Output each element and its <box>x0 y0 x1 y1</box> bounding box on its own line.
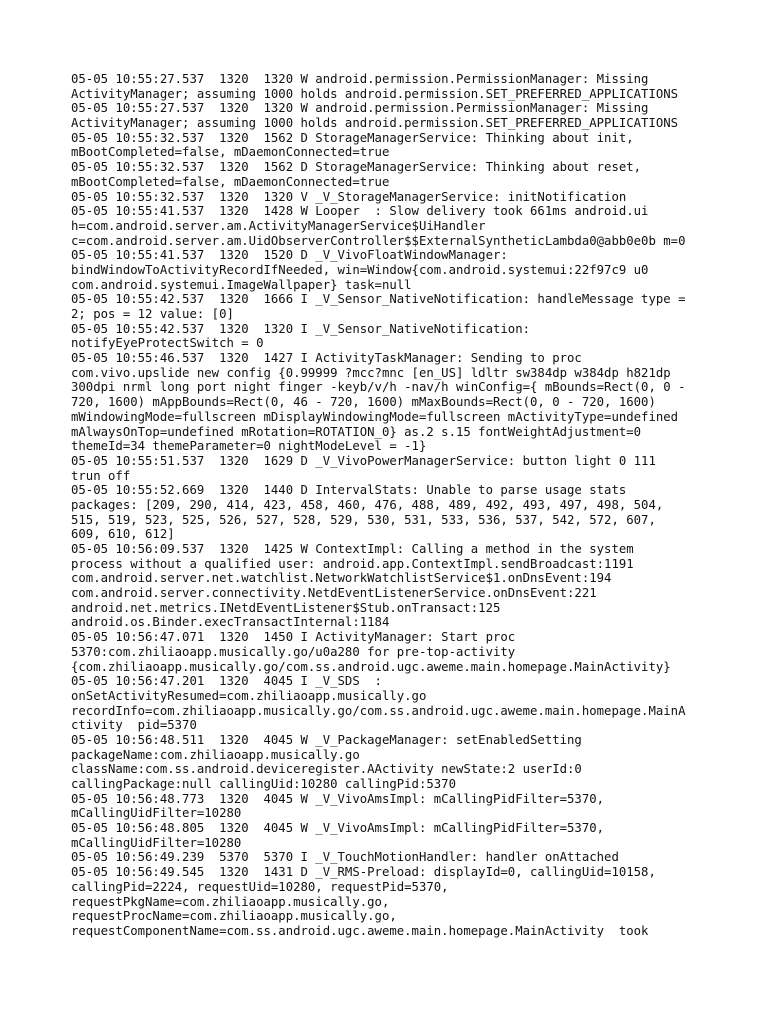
log-line: 05-05 10:56:47.071 1320 1450 I ActivityManager: Start proc <box>71 630 516 645</box>
log-line: 05-05 10:55:42.537 1320 1666 I _V_Sensor_NativeNotification: handleMessage type = <box>71 292 686 307</box>
log-line: 05-05 10:55:32.537 1320 1320 V _V_StorageManagerService: initNotification <box>71 189 627 204</box>
log-line: 05-05 10:55:51.537 1320 1629 D _V_VivoPowerManagerService: button light 0 111 <box>71 453 656 468</box>
log-line: 05-05 10:56:49.545 1320 1431 D _V_RMS-Preload: displayId=0, callingUid=10158, <box>71 865 656 880</box>
log-line: recordInfo=com.zhiliaoapp.musically.go/com.ss.android.ugc.aweme.main.homepage.MainA <box>71 703 686 718</box>
log-line: 5370:com.zhiliaoapp.musically.go/u0a280 for pre-top-activity <box>71 644 516 659</box>
log-line: 05-05 10:55:42.537 1320 1320 I _V_Sensor_NativeNotification: <box>71 321 531 336</box>
log-line: mBootCompleted=false, mDaemonConnected=true <box>71 174 390 189</box>
log-line: mWindowingMode=fullscreen mDisplayWindowingMode=fullscreen mActivityType=undefined <box>71 409 679 424</box>
log-line: 609, 610, 612] <box>71 527 175 542</box>
log-line: themeId=34 themeParameter=0 nightModeLevel = -1} <box>71 439 427 454</box>
log-line: mCallingUidFilter=10280 <box>71 835 242 850</box>
log-line: 515, 519, 523, 525, 526, 527, 528, 529, 530, 531, 533, 536, 537, 542, 572, 607, <box>71 512 656 527</box>
log-line: ctivity pid=5370 <box>71 718 197 733</box>
log-line: 05-05 10:55:27.537 1320 1320 W android.permission.PermissionManager: Missing <box>71 72 649 86</box>
log-line: packages: [209, 290, 414, 423, 458, 460, 476, 488, 489, 492, 493, 497, 498, 504, <box>71 497 664 512</box>
log-line: mBootCompleted=false, mDaemonConnected=true <box>71 145 390 160</box>
log-line: com.vivo.upslide new config {0.99999 ?mcc?mnc [en_US] ldltr sw384dp w384dp h821dp <box>71 365 671 380</box>
log-line: 720, 1600) mAppBounds=Rect(0, 46 - 720, 1600) mMaxBounds=Rect(0, 0 - 720, 1600) <box>71 395 656 410</box>
log-line: onSetActivityResumed=com.zhiliaoapp.musically.go <box>71 688 427 703</box>
log-line: 05-05 10:55:46.537 1320 1427 I ActivityTaskManager: Sending to proc <box>71 351 582 366</box>
log-line: notifyEyeProtectSwitch = 0 <box>71 336 264 351</box>
log-line: 05-05 10:56:47.201 1320 4045 I _V_SDS : <box>71 674 382 689</box>
log-line: requestProcName=com.zhiliaoapp.musically.go, <box>71 909 397 924</box>
log-line: packageName:com.zhiliaoapp.musically.go <box>71 747 360 762</box>
log-line: ActivityManager; assuming 1000 holds android.permission.SET_PREFERRED_APPLICATIONS <box>71 86 679 101</box>
log-line: com.android.systemui.ImageWallpaper} task=null <box>71 277 412 292</box>
log-line: bindWindowToActivityRecordIfNeeded, win=Window{com.android.systemui:22f97c9 u0 <box>71 262 649 277</box>
log-line: 05-05 10:56:48.805 1320 4045 W _V_VivoAmsImpl: mCallingPidFilter=5370, <box>71 821 605 836</box>
log-line: ActivityManager; assuming 1000 holds android.permission.SET_PREFERRED_APPLICATIONS <box>71 116 679 131</box>
log-line: 05-05 10:56:48.773 1320 4045 W _V_VivoAmsImpl: mCallingPidFilter=5370, <box>71 791 605 806</box>
log-line: className:com.ss.android.deviceregister.AActivity newState:2 userId:0 <box>71 762 582 777</box>
log-line: 05-05 10:55:41.537 1320 1520 D _V_VivoFloatWindowManager: <box>71 248 508 263</box>
log-line: trun off <box>71 468 131 483</box>
log-line: process without a qualified user: android.app.ContextImpl.sendBroadcast:1191 <box>71 556 634 571</box>
log-line: mAlwaysOnTop=undefined mRotation=ROTATION_0} as.2 s.15 fontWeightAdjustment=0 <box>71 424 642 439</box>
log-line: 05-05 10:55:32.537 1320 1562 D StorageManagerService: Thinking about init, <box>71 130 634 145</box>
log-line: 05-05 10:55:52.669 1320 1440 D IntervalStats: Unable to parse usage stats <box>71 483 627 498</box>
log-line: callingPackage:null callingUid:10280 callingPid:5370 <box>71 777 456 791</box>
log-text-block <box>71 72 711 939</box>
log-line: 05-05 10:55:32.537 1320 1562 D StorageManagerService: Thinking about reset, <box>71 160 642 175</box>
log-line: 05-05 10:56:09.537 1320 1425 W ContextImpl: Calling a method in the system <box>71 542 634 556</box>
log-line: requestComponentName=com.ss.android.ugc.aweme.main.homepage.MainActivity took <box>71 923 649 938</box>
log-line: 05-05 10:55:41.537 1320 1428 W Looper : Slow delivery took 661ms android.ui <box>71 204 649 219</box>
log-line: requestPkgName=com.zhiliaoapp.musically.go, <box>71 894 390 909</box>
log-line: 2; pos = 12 value: [0] <box>71 307 234 321</box>
log-line: 05-05 10:55:27.537 1320 1320 W android.permission.PermissionManager: Missing <box>71 101 649 116</box>
log-line: h=com.android.server.am.ActivityManagerService$UiHandler <box>71 218 486 233</box>
log-line: 300dpi nrml long port night finger -keyb/v/h -nav/h winConfig={ mBounds=Rect(0, 0 - <box>71 380 686 395</box>
log-line: android.os.Binder.execTransactInternal:1184 <box>71 615 390 630</box>
log-line: com.android.server.net.watchlist.NetworkWatchlistService$1.onDnsEvent:194 <box>71 571 612 586</box>
log-line: callingPid=2224, requestUid=10280, requestPid=5370, <box>71 879 449 894</box>
log-line: c=com.android.server.am.UidObserverController$$ExternalSyntheticLambda0@abb0e0b m=0 <box>71 233 686 248</box>
log-line: mCallingUidFilter=10280 <box>71 806 242 821</box>
log-line: 05-05 10:56:49.239 5370 5370 I _V_TouchMotionHandler: handler onAttached <box>71 850 619 865</box>
log-line: android.net.metrics.INetdEventListener$Stub.onTransact:125 <box>71 600 501 615</box>
log-line: 05-05 10:56:48.511 1320 4045 W _V_PackageManager: setEnabledSetting <box>71 732 582 747</box>
log-line: com.android.server.connectivity.NetdEventListenerService.onDnsEvent:221 <box>71 586 597 601</box>
log-line: {com.zhiliaoapp.musically.go/com.ss.android.ugc.aweme.main.homepage.MainActivity} <box>71 659 671 674</box>
